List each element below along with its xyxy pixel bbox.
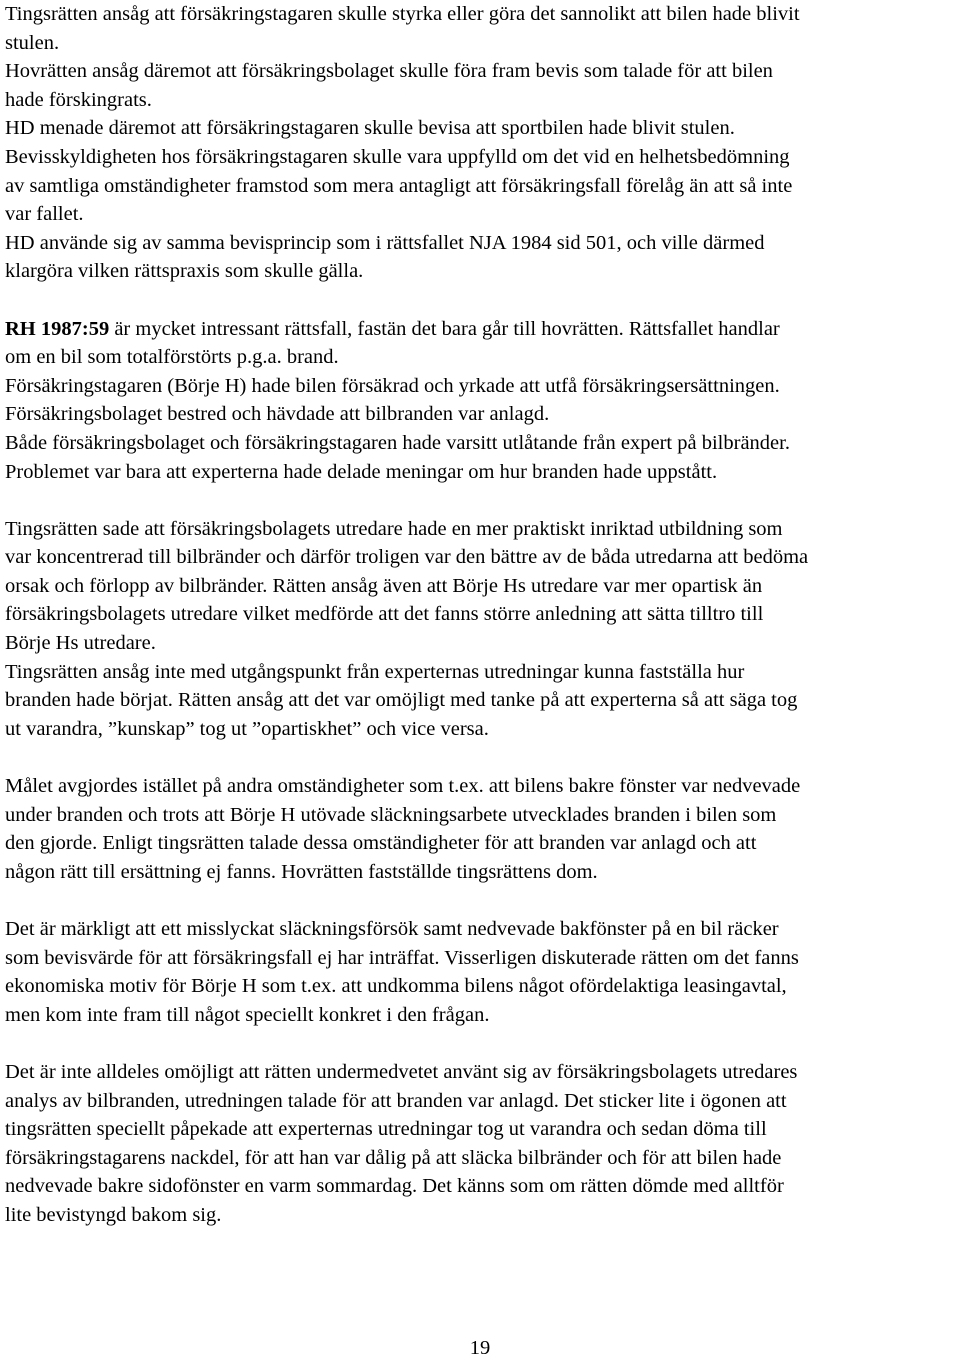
text-line: Försäkringsbolaget bestred och hävdade att bilbranden var anlagd.	[5, 403, 550, 426]
text-line: tingsrätten speciellt påpekade att experternas utredningar tog ut varandra och sedan döma till	[5, 1118, 767, 1141]
text-line: som bevisvärde för att försäkringsfall ej har inträffat. Visserligen diskuterade rätten om det fanns	[5, 946, 799, 969]
paragraph-marklig	[5, 915, 955, 1029]
text-line: var koncentrerad till bilbränder och därför troligen var den bättre av de båda utredarna att bedöma	[5, 546, 809, 569]
text-line: Tingsrätten ansåg inte med utgångspunkt från experternas utredningar kunna fastställa hur	[5, 660, 745, 683]
paragraph-bevisbörda	[5, 0, 955, 286]
text-line: Det är märkligt att ett misslyckat släckningsförsök samt nedvevade bakfönster på en bil räcker	[5, 918, 779, 940]
text-line: Problemet var bara att experterna hade delade meningar om hur branden hade uppstått.	[5, 460, 718, 483]
text-line: orsak och förlopp av bilbränder. Rätten ansåg även att Börje Hs utredare var mer opartisk än	[5, 574, 763, 597]
text-line: var fallet.	[5, 203, 84, 226]
text-line: HD menade däremot att försäkringstagaren skulle bevisa att sportbilen hade blivit stulen.	[5, 117, 735, 140]
text-line: men kom inte fram till något speciellt konkret i den frågan.	[5, 1003, 490, 1026]
text-line: försäkringstagarens nackdel, för att han var dålig på att släcka bilbränder och för att bilen hade	[5, 1146, 782, 1169]
text-line: Börje Hs utredare.	[5, 632, 156, 655]
text-line: Hovrätten ansåg däremot att försäkringsbolaget skulle föra fram bevis som talade för att bilen	[5, 60, 773, 83]
text-line: under branden och trots att Börje H utövade släckningsarbete utvecklades branden i bilen som	[5, 803, 777, 826]
text-line: branden hade börjat. Rätten ansåg att det var omöjligt med tanke på att experterna så att säga tog	[5, 689, 798, 712]
text-line: försäkringsbolagets utredare vilket medförde att det fanns större anledning att sätta tilltro till	[5, 603, 764, 626]
paragraph-malet	[5, 772, 955, 886]
text-line: Målet avgjordes istället på andra omständigheter som t.ex. att bilens bakre fönster var nedvevade	[5, 775, 801, 798]
text-line: lite bevistyngd bakom sig.	[5, 1203, 222, 1226]
paragraph-gap	[5, 486, 955, 515]
text-line: Tingsrätten ansåg att försäkringstagaren skulle styrka eller göra det sannolikt att bilen hade blivit	[5, 3, 800, 25]
text-line: Försäkringstagaren (Börje H) hade bilen försäkrad och yrkade att utfå försäkringsersättningen.	[5, 374, 780, 397]
text-line: nedvevade bakre sidofönster en varm sommardag. Det känns som om rätten dömde med alltför	[5, 1175, 784, 1198]
paragraph-tingsratten	[5, 515, 955, 744]
case-reference: RH 1987:59	[5, 317, 110, 340]
text-line: Tingsrätten sade att försäkringsbolagets utredare hade en mer praktiskt inriktad utbildning som	[5, 517, 783, 540]
text-line: Både försäkringsbolaget och försäkringstagaren hade varsitt utlåtande från expert på bilbränder.	[5, 431, 790, 454]
text-line: klargöra vilken rättspraxis som skulle gälla.	[5, 260, 364, 283]
text-line: om en bil som totalförstörts p.g.a. brand.	[5, 346, 339, 369]
text-line: Bevisskyldigheten hos försäkringstagaren skulle vara uppfylld om det vid en helhetsbedömning	[5, 145, 790, 168]
paragraph-gap	[5, 1029, 955, 1058]
text-line: hade förskingrats.	[5, 88, 152, 111]
paragraph-gap	[5, 286, 955, 315]
text-line: den gjorde. Enligt tingsrätten talade dessa omständigheter för att branden var anlagd och att	[5, 832, 757, 855]
text-run: är mycket intressant rättsfall, fastän det bara går till hovrätten. Rättsfallet handlar	[109, 317, 780, 340]
page-number: 19	[469, 1337, 491, 1359]
text-line: stulen.	[5, 31, 60, 54]
paragraph-gap	[5, 886, 955, 915]
paragraph-gap	[5, 743, 955, 772]
text-line: HD använde sig av samma bevisprincip som i rättsfallet NJA 1984 sid 501, och ville därmed	[5, 231, 765, 254]
text-line: Det är inte alldeles omöjligt att rätten undermedvetet använt sig av försäkringsbolagets utredares	[5, 1060, 798, 1083]
text-line: av samtliga omständigheter framstod som mera antagligt att försäkringsfall förelåg än att så inte	[5, 174, 793, 197]
text-line: någon rätt till ersättning ej fanns. Hovrätten fastställde tingsrättens dom.	[5, 860, 598, 883]
document-page	[5, 0, 955, 1230]
paragraph-omojligt	[5, 1058, 955, 1230]
paragraph-rh-1987	[5, 315, 955, 487]
text-line	[5, 315, 955, 344]
text-line: analys av bilbranden, utredningen talade för att branden var anlagd. Det sticker lite i ögonen att	[5, 1089, 787, 1112]
text-line: ut varandra, ”kunskap” tog ut ”opartiskhet” och vice versa.	[5, 717, 489, 740]
text-line: ekonomiska motiv för Börje H som t.ex. att undkomma bilens något ofördelaktiga leasingavtal,	[5, 975, 787, 998]
